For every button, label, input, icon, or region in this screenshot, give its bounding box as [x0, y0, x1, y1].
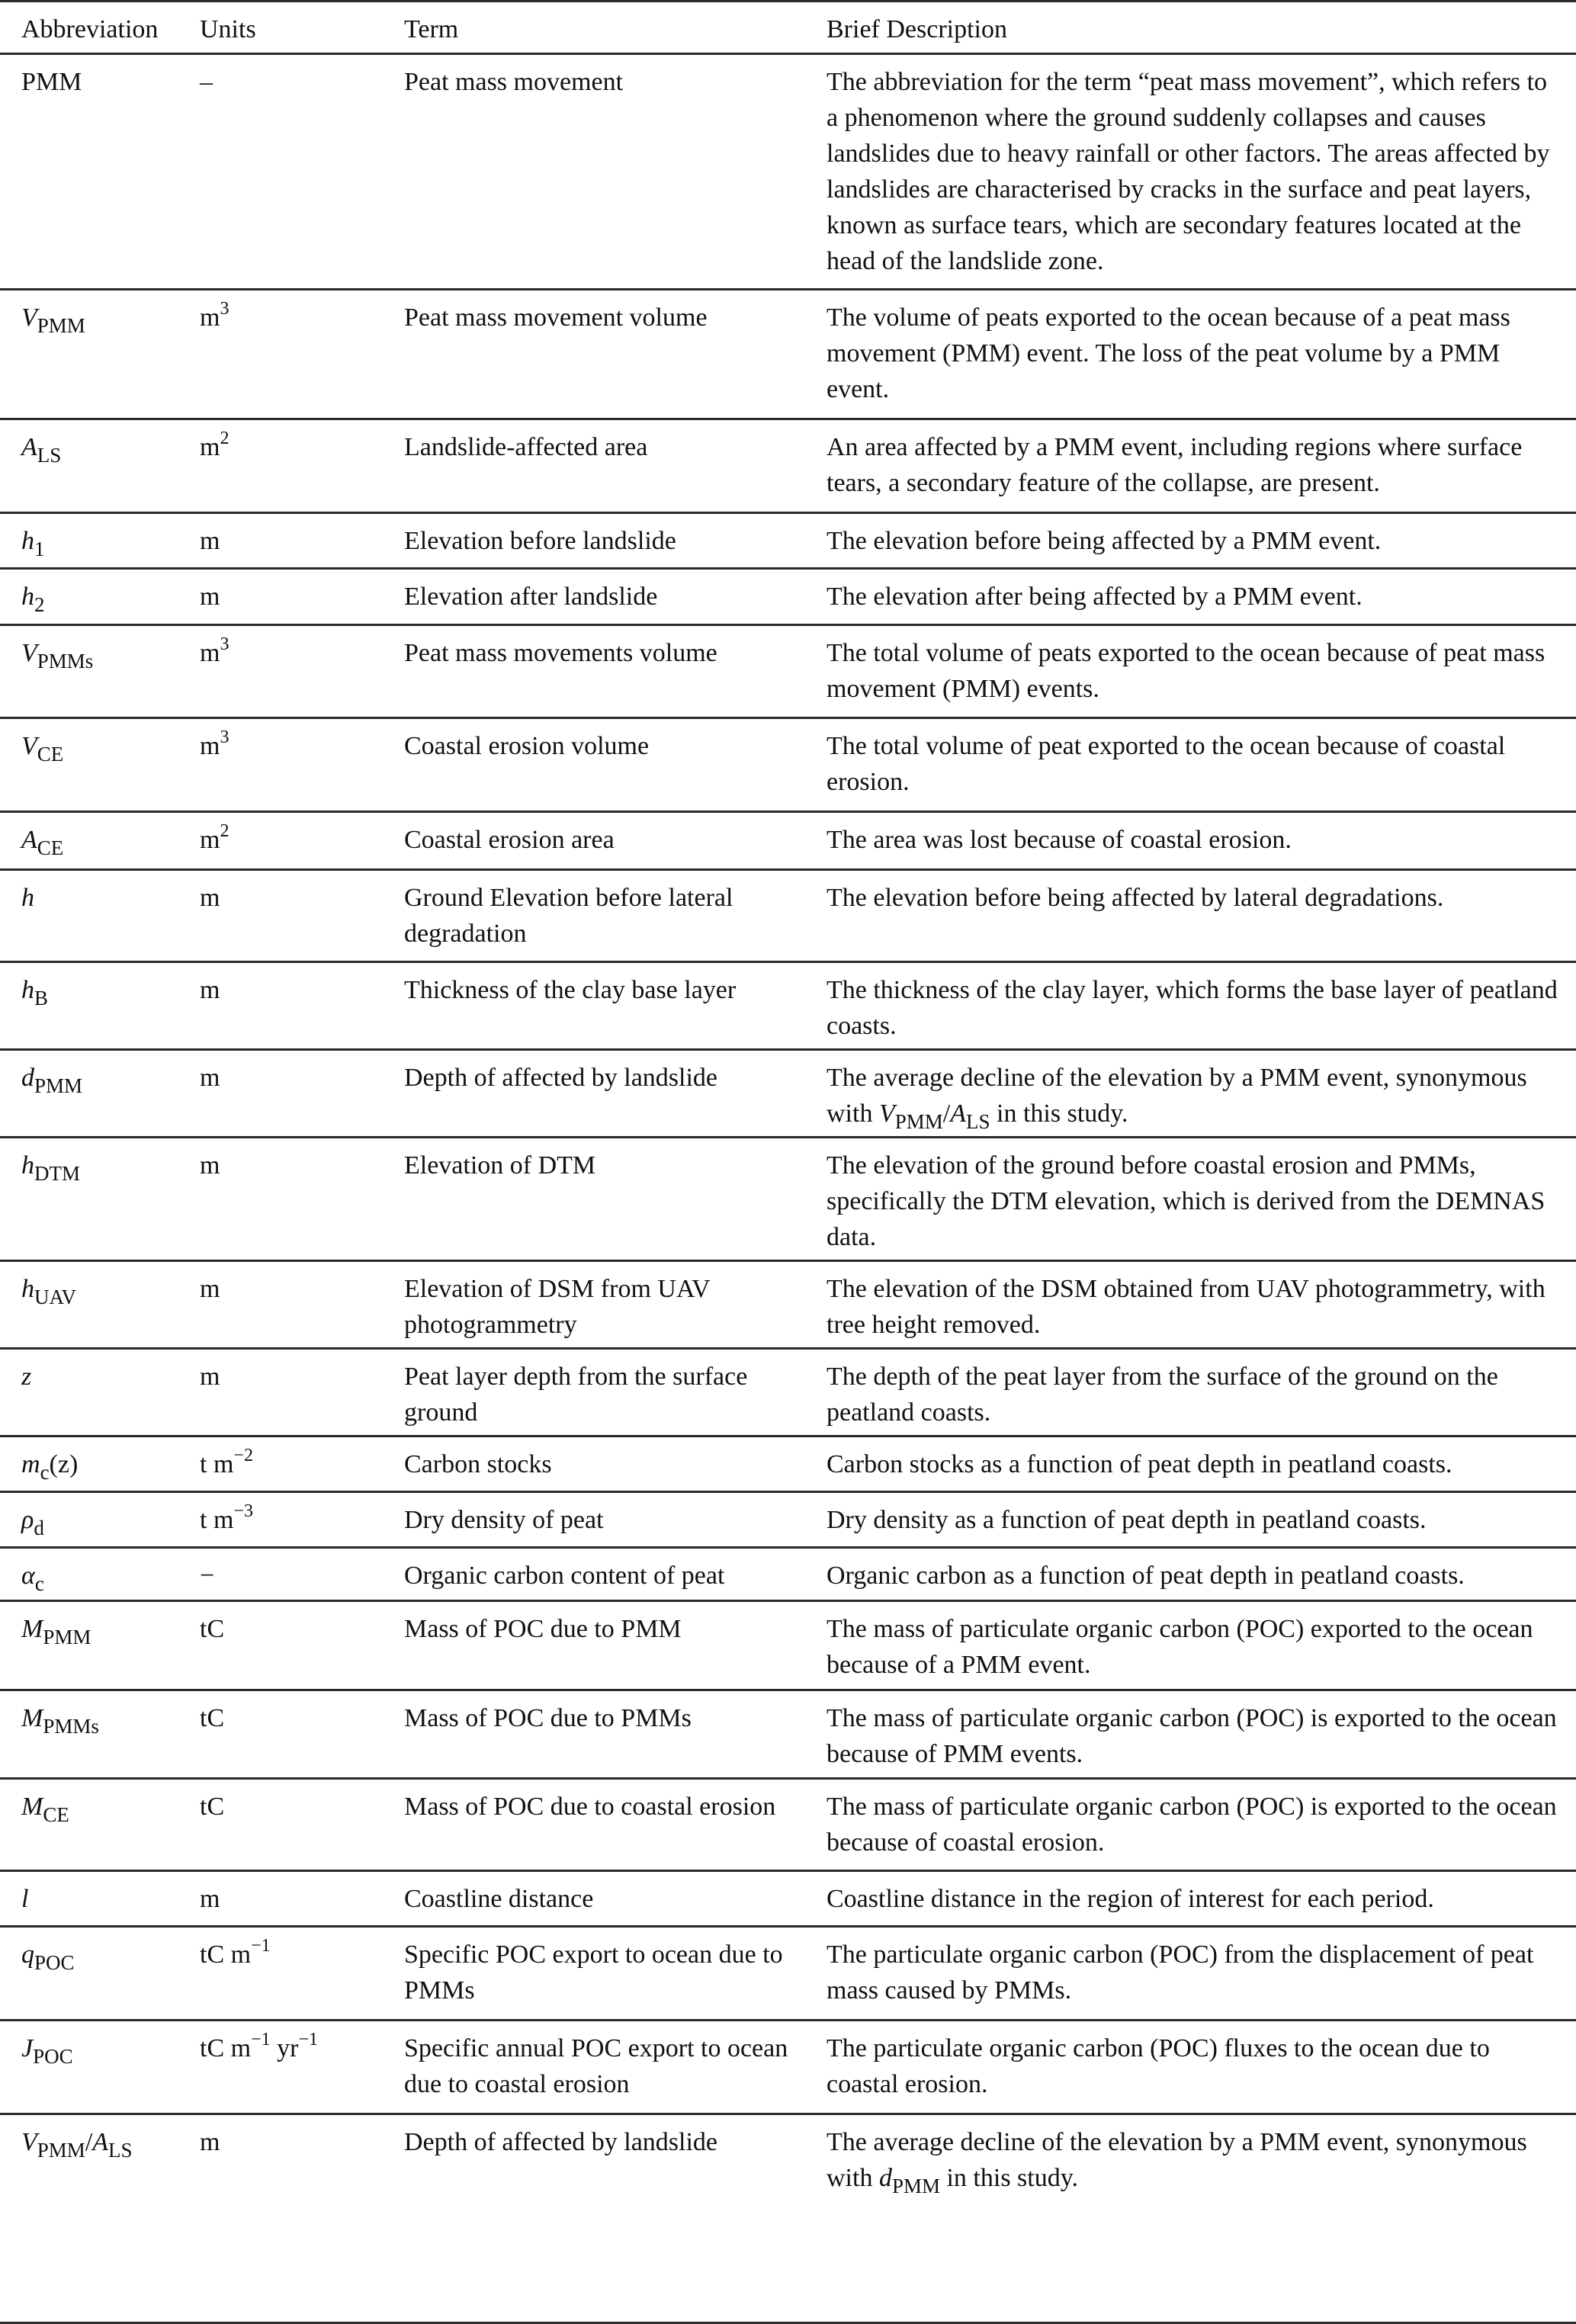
- units-exponent: 2: [220, 821, 229, 841]
- symbol-subscript: PMMs: [43, 1715, 99, 1738]
- term-cell: Elevation of DSM from UAV photogrammetry: [390, 1261, 801, 1349]
- units-text: tC m: [200, 2034, 252, 2062]
- symbol-base: l: [21, 1885, 29, 1913]
- units-text: tC: [200, 1615, 225, 1643]
- description-cell: [801, 2114, 1576, 2323]
- term-cell: Elevation of DTM: [390, 1138, 801, 1261]
- symbol: [21, 639, 94, 672]
- symbol-base: h: [21, 1275, 34, 1303]
- units-text: t m: [200, 1506, 234, 1534]
- description-text: The average decline of the elevation by a PMM event, synonymous with: [827, 2128, 1527, 2192]
- term-cell: Coastal erosion area: [390, 812, 801, 870]
- table-row: [0, 513, 1576, 569]
- table-row: [0, 1436, 1576, 1492]
- term-cell: Carbon stocks: [390, 1436, 801, 1492]
- units-text: m: [200, 2128, 220, 2156]
- symbol-base: J: [21, 2034, 34, 2062]
- table-row: [0, 1548, 1576, 1601]
- term-cell: Specific POC export to ocean due to PMMs: [390, 1927, 801, 2021]
- units-cell: [200, 54, 390, 290]
- symbol-base: d: [21, 1064, 34, 1092]
- symbol: [21, 1615, 91, 1648]
- table-row: [0, 569, 1576, 625]
- units-exponent: 3: [220, 727, 229, 747]
- units-text-2: yr: [270, 2034, 299, 2062]
- symbol-subscript: d: [34, 1517, 44, 1539]
- units-cell: [200, 1548, 390, 1601]
- symbol: [21, 2034, 73, 2068]
- abbreviation-cell: [0, 2021, 200, 2114]
- abbreviation-cell: [0, 569, 200, 625]
- symbol: [21, 433, 62, 467]
- symbol-base: z: [21, 1363, 32, 1391]
- units-text: tC: [200, 1704, 225, 1732]
- symbol-base: V: [21, 303, 37, 332]
- symbol-base: q: [21, 1940, 34, 1969]
- units-exponent: 2: [220, 429, 229, 448]
- symbol-base: h: [21, 976, 34, 1004]
- units-text: tC: [200, 1793, 225, 1821]
- symbol-base: A: [21, 433, 37, 461]
- units-text: –: [200, 68, 213, 96]
- table-row: [0, 1138, 1576, 1261]
- units-cell: [200, 1261, 390, 1349]
- term-cell: Coastal erosion volume: [390, 718, 801, 812]
- units-cell: [200, 419, 390, 513]
- units-cell: [200, 1436, 390, 1492]
- symbol-subscript: PMMs: [37, 650, 94, 672]
- symbol: [21, 1450, 79, 1484]
- symbol: [21, 1363, 31, 1391]
- term-cell: Ground Elevation before lateral degradation: [390, 870, 801, 962]
- term-cell: Peat mass movement volume: [390, 290, 801, 419]
- term-cell: Mass of POC due to PMM: [390, 1601, 801, 1690]
- symbol-base: V: [21, 639, 37, 667]
- term-cell: Peat layer depth from the surface ground: [390, 1349, 801, 1436]
- abbreviation-cell: [0, 1138, 200, 1261]
- description-cell: The mass of particulate organic carbon (POC) is exported to the ocean because of PMM events.: [801, 1690, 1576, 1779]
- symbol-subscript: CE: [37, 836, 64, 859]
- description-cell: The total volume of peat exported to the ocean because of coastal erosion.: [801, 718, 1576, 812]
- abbreviation-cell: [0, 290, 200, 419]
- table-row: [0, 1601, 1576, 1690]
- symbol: [21, 976, 49, 1010]
- units-text: m: [200, 884, 220, 912]
- term-cell: Depth of affected by landslide: [390, 2114, 801, 2323]
- term-cell: Organic carbon content of peat: [390, 1548, 801, 1601]
- symbol-base: M: [21, 1793, 43, 1821]
- abbreviation-cell: [0, 1492, 200, 1548]
- term-cell: Mass of POC due to PMMs: [390, 1690, 801, 1779]
- header-abbreviation: Abbreviation: [0, 2, 200, 54]
- description-cell: The elevation of the DSM obtained from UAV photogrammetry, with tree height removed.: [801, 1261, 1576, 1349]
- abbreviation-cell: [0, 812, 200, 870]
- symbol-subscript: POC: [34, 1951, 75, 1974]
- term-cell: Coastline distance: [390, 1871, 801, 1927]
- units-cell: [200, 2114, 390, 2323]
- units-text: m: [200, 1151, 220, 1180]
- table-row: [0, 54, 1576, 290]
- table-row: [0, 1050, 1576, 1138]
- table-row: [0, 1261, 1576, 1349]
- symbol: [21, 1940, 75, 1974]
- units-text: m: [200, 1064, 220, 1092]
- units-text: m: [200, 433, 220, 461]
- units-cell: [200, 1690, 390, 1779]
- symbol: [21, 527, 45, 560]
- units-cell: [200, 513, 390, 569]
- symbol-subscript: UAV: [34, 1286, 77, 1308]
- description-cell: An area affected by a PMM event, including regions where surface tears, a secondary feature of the collapse, are present.: [801, 419, 1576, 513]
- abbreviation-cell: [0, 513, 200, 569]
- units-text: m: [200, 1885, 220, 1913]
- table-row: [0, 962, 1576, 1050]
- symbol: [21, 303, 85, 337]
- abbreviation-cell: [0, 54, 200, 290]
- term-cell: Specific annual POC export to ocean due to coastal erosion: [390, 2021, 801, 2114]
- abbreviation-cell: [0, 718, 200, 812]
- header-term: Term: [390, 2, 801, 54]
- description-text-end: in this study.: [990, 1099, 1128, 1128]
- table-row: [0, 870, 1576, 962]
- abbreviation-cell: [0, 419, 200, 513]
- term-cell: Landslide-affected area: [390, 419, 801, 513]
- inline-symbol-subscript: PMM: [894, 1110, 943, 1133]
- description-cell: The particulate organic carbon (POC) fluxes to the ocean due to coastal erosion.: [801, 2021, 1576, 2114]
- units-text: m: [200, 527, 220, 555]
- units-text: m: [200, 1275, 220, 1303]
- description-cell: The particulate organic carbon (POC) from the displacement of peat mass caused by PMMs.: [801, 1927, 1576, 2021]
- symbol: [21, 2128, 133, 2162]
- symbol: [21, 732, 64, 766]
- abbreviation-cell: [0, 1261, 200, 1349]
- units-cell: [200, 2021, 390, 2114]
- symbol-subscript: B: [34, 987, 49, 1010]
- symbol-base-2: A: [92, 2128, 109, 2156]
- symbol-base: PMM: [21, 68, 82, 96]
- table-row: [0, 1779, 1576, 1871]
- symbol: [21, 1885, 28, 1913]
- units-text: m: [200, 1363, 220, 1391]
- abbreviation-cell: [0, 1436, 200, 1492]
- abbreviation-cell: [0, 1349, 200, 1436]
- description-cell: Dry density as a function of peat depth in peatland coasts.: [801, 1492, 1576, 1548]
- symbol: [21, 68, 82, 96]
- symbol-base: V: [21, 2128, 37, 2156]
- table-row: [0, 1871, 1576, 1927]
- units-cell: [200, 870, 390, 962]
- description-cell: The volume of peats exported to the ocean because of a peat mass movement (PMM) event. The loss of the peat volume by a PMM event.: [801, 290, 1576, 419]
- symbol-subscript: PMM: [37, 314, 85, 337]
- symbol-base: h: [21, 1151, 34, 1180]
- description-cell: The abbreviation for the term “peat mass movement”, which refers to a phenomenon where the ground suddenly collapses and causes landslides due to heavy rainfall or other factors. The areas affected by landslides are characterised by cracks in the surface and peat layers, known as surface tears, which are secondary features located at the head of the landslide zone.: [801, 54, 1576, 290]
- symbol-subscript: c: [40, 1461, 50, 1484]
- term-cell: Elevation before landslide: [390, 513, 801, 569]
- units-cell: [200, 569, 390, 625]
- symbol-subscript: PMM: [43, 1626, 91, 1648]
- units-text: tC m: [200, 1940, 252, 1969]
- units-cell: [200, 962, 390, 1050]
- abbreviation-cell: [0, 1690, 200, 1779]
- table-row: [0, 2021, 1576, 2114]
- units-text: m: [200, 826, 220, 854]
- units-text: t m: [200, 1450, 234, 1478]
- symbol-base: M: [21, 1704, 43, 1732]
- description-cell: The mass of particulate organic carbon (POC) is exported to the ocean because of coastal erosion.: [801, 1779, 1576, 1871]
- abbreviation-cell: [0, 1927, 200, 2021]
- units-cell: [200, 1871, 390, 1927]
- units-exponent: −3: [233, 1501, 253, 1521]
- description-cell: The mass of particulate organic carbon (POC) exported to the ocean because of a PMM event.: [801, 1601, 1576, 1690]
- abbreviation-cell: [0, 870, 200, 962]
- symbol-base: h: [21, 884, 34, 912]
- description-cell: [801, 1050, 1576, 1138]
- symbol-base: M: [21, 1615, 43, 1643]
- abbreviation-cell: [0, 1050, 200, 1138]
- symbol-subscript: CE: [37, 743, 64, 766]
- units-cell: [200, 1349, 390, 1436]
- symbol-subscript: c: [34, 1572, 44, 1595]
- description-cell: The elevation before being affected by a PMM event.: [801, 513, 1576, 569]
- inline-symbol-base: d: [878, 2164, 892, 2192]
- units-cell: [200, 718, 390, 812]
- description-cell: The area was lost because of coastal erosion.: [801, 812, 1576, 870]
- units-text: m: [200, 583, 220, 611]
- inline-symbol-base-2: A: [950, 1099, 966, 1128]
- units-cell: [200, 625, 390, 718]
- symbol-base: α: [21, 1562, 35, 1590]
- units-exponent: −2: [233, 1446, 253, 1465]
- units-exponent: 3: [220, 299, 229, 319]
- abbreviation-cell: [0, 1548, 200, 1601]
- units-text: m: [200, 303, 220, 332]
- inline-symbol: [878, 2164, 940, 2197]
- inline-symbol: [878, 1099, 990, 1133]
- units-cell: [200, 1927, 390, 2021]
- symbol-base: h: [21, 527, 34, 555]
- description-cell: Coastline distance in the region of interest for each period.: [801, 1871, 1576, 1927]
- symbol: [21, 1151, 80, 1185]
- description-cell: The elevation before being affected by lateral degradations.: [801, 870, 1576, 962]
- table-row: [0, 1349, 1576, 1436]
- inline-symbol-subscript: PMM: [891, 2175, 940, 2197]
- symbol-subscript: CE: [43, 1803, 69, 1826]
- description-cell: The depth of the peat layer from the surface of the ground on the peatland coasts.: [801, 1349, 1576, 1436]
- units-text: m: [200, 976, 220, 1004]
- table-row: [0, 625, 1576, 718]
- symbol-subscript: 2: [34, 593, 45, 616]
- units-cell: [200, 1050, 390, 1138]
- symbol: [21, 1562, 44, 1595]
- inline-symbol-base: V: [878, 1099, 895, 1128]
- abbreviation-cell: [0, 962, 200, 1050]
- units-cell: [200, 1779, 390, 1871]
- units-exponent-2: −1: [298, 2030, 318, 2050]
- term-cell: Peat mass movement: [390, 54, 801, 290]
- units-exponent: −1: [251, 1936, 271, 1956]
- description-text: The average decline of the elevation by a PMM event, synonymous with: [827, 1064, 1527, 1128]
- description-text-end: in this study.: [939, 2164, 1079, 2192]
- units-cell: [200, 1601, 390, 1690]
- symbol: [21, 1704, 99, 1738]
- symbol-base: m: [21, 1450, 40, 1478]
- description-cell: Organic carbon as a function of peat depth in peatland coasts.: [801, 1548, 1576, 1601]
- table-row: [0, 1927, 1576, 2021]
- table-row: [0, 812, 1576, 870]
- symbol-subscript: 1: [34, 538, 45, 560]
- symbol: [21, 1064, 83, 1097]
- symbol: [21, 1506, 44, 1539]
- term-cell: Peat mass movements volume: [390, 625, 801, 718]
- symbol-slash: /: [85, 2128, 93, 2156]
- table-row: [0, 290, 1576, 419]
- symbol-subscript: DTM: [34, 1162, 80, 1185]
- table-row: [0, 718, 1576, 812]
- header-description: Brief Description: [801, 2, 1576, 54]
- symbol: [21, 1275, 77, 1308]
- symbol: [21, 884, 34, 912]
- description-cell: Carbon stocks as a function of peat depth in peatland coasts.: [801, 1436, 1576, 1492]
- description-cell: The elevation of the ground before coastal erosion and PMMs, specifically the DTM elevation, which is derived from the DEMNAS data.: [801, 1138, 1576, 1261]
- units-text: m: [200, 639, 220, 667]
- symbol-subscript: POC: [33, 2045, 73, 2068]
- symbol-base: ρ: [21, 1506, 34, 1534]
- symbol: [21, 583, 45, 616]
- units-cell: [200, 1138, 390, 1261]
- units-cell: [200, 812, 390, 870]
- table-row: [0, 419, 1576, 513]
- term-cell: Elevation after landslide: [390, 569, 801, 625]
- inline-symbol-subscript-2: LS: [966, 1110, 990, 1133]
- units-exponent: −1: [251, 2030, 271, 2050]
- abbreviation-cell: [0, 2114, 200, 2323]
- inline-symbol-slash: /: [942, 1099, 951, 1128]
- term-cell: Depth of affected by landslide: [390, 1050, 801, 1138]
- term-cell: Dry density of peat: [390, 1492, 801, 1548]
- description-cell: The elevation after being affected by a PMM event.: [801, 569, 1576, 625]
- term-cell: Mass of POC due to coastal erosion: [390, 1779, 801, 1871]
- term-cell: Thickness of the clay base layer: [390, 962, 801, 1050]
- table-row: [0, 1690, 1576, 1779]
- abbreviation-cell: [0, 1871, 200, 1927]
- units-cell: [200, 1492, 390, 1548]
- symbol-subscript: PMM: [37, 2139, 85, 2162]
- table-row: [0, 2114, 1576, 2323]
- symbol-base: V: [21, 732, 37, 760]
- description-cell: The total volume of peats exported to the ocean because of peat mass movement (PMM) events.: [801, 625, 1576, 718]
- table-row: [0, 1492, 1576, 1548]
- units-cell: [200, 290, 390, 419]
- table-header-row: [0, 2, 1576, 54]
- units-text: −: [200, 1562, 215, 1590]
- description-cell: The thickness of the clay layer, which forms the base layer of peatland coasts.: [801, 962, 1576, 1050]
- units-exponent: 3: [220, 634, 229, 654]
- abbreviation-cell: [0, 625, 200, 718]
- symbol-subscript-2: LS: [108, 2139, 133, 2162]
- symbol: [21, 1793, 69, 1826]
- symbol-subscript: LS: [37, 444, 62, 467]
- abbreviation-cell: [0, 1779, 200, 1871]
- symbol: [21, 826, 64, 859]
- units-text: m: [200, 732, 220, 760]
- header-units: Units: [200, 2, 390, 54]
- symbol-suffix: (z): [49, 1450, 79, 1478]
- abbreviation-cell: [0, 1601, 200, 1690]
- symbol-base: h: [21, 583, 34, 611]
- symbol-subscript: PMM: [34, 1074, 83, 1097]
- symbol-base: A: [21, 826, 37, 854]
